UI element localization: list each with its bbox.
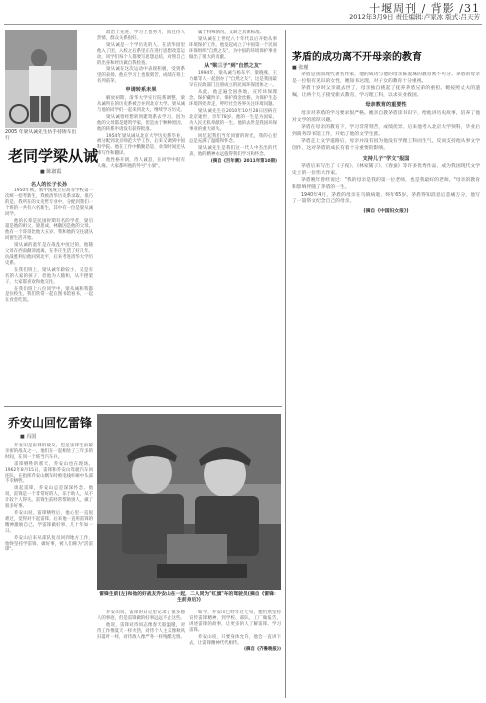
article1-column-mid [97, 30, 185, 400]
paragraph: 1950年秋，新中国成立后高等学校第一次统一招考新生，我被清华历史系录取。很巧的是，我所在的文史哲专业中，分配到我们一个班的一共有六名新生，其中有一位是梁从诫同学。 [5, 188, 93, 217]
paragraph: 在我们班上，梁从诫年龄较小，又是有名的人家的孩子，但他为人随和，从不摆架子，大家都喜欢和他交往。 [5, 267, 93, 285]
paragraph: 梁从诫先生是我们这一代人中杰出的代表，他的精神永远值得我们学习和怀念。 [189, 146, 277, 158]
paragraph: 1940年4月，茅盾的母亲在乌镇病逝，终年65岁。茅盾得知消息后悲痛万分，他写了一篇祭文纪念自己的母亲。 [292, 192, 480, 205]
article2-column-mid [97, 610, 185, 698]
article2-caption-text: 雷锋生前(左)和他的好战友乔安山在一起，二人同为"红旗"车的驾驶员(摘自《雷锋：生前身后》) [99, 592, 279, 603]
article2-photo-caption [97, 592, 281, 604]
article1-signoff: (摘自《百年潮》2011年第10期) [210, 159, 277, 165]
article2-photo [97, 414, 281, 590]
article1-subheading-2: 申请转系未果 [125, 87, 157, 94]
paragraph: 乔安山说，只要身体允许，他会一直讲下去，让雷锋精神代代相传。 [189, 634, 281, 646]
paragraph: 梁从诫在上世纪八十年代以后开始从事环境保护工作。他发起成立了中国第一个民间环保组织"自然之友"，为中国的环境保护事业做出了很大的贡献。 [189, 36, 277, 60]
paragraph: 1994年，梁从诫与杨东平、梁晓燕、王力雄等人一起创办了"自然之友"，这是我国最早在民政部门注册成立的民间环保团体之一。 [189, 71, 277, 89]
paragraph: 雷锋牺牲的那天，乔安山也在现场。1962年8月15日，雷锋和乔安山驾驶汽车回连队，在指挥乔安山倒车时被电线杆砸中头部不幸牺牲。 [5, 461, 93, 485]
header-divider [4, 24, 482, 25]
paragraph: 政治上先进，学习上也努力，而且待人热情，群众关系很好。 [97, 30, 185, 41]
paragraph: 梁从诫在这次运动中表现积极，受到系里的表扬。他在学习上也很刻苦，成绩在班上名列前茅。 [97, 67, 185, 85]
paragraph: 茅盾在母亲的教育下，学习非常刻苦，成绩优异。后来他考入北京大学预科，毕业后到商务印书馆工作，开始了他的文学生涯。 [292, 125, 480, 137]
paragraph: 乔安山说，雷锋的日记里记录了很多感人的事迹，但是雷锋做的好事远远不止这些。 [97, 610, 185, 621]
paragraph: 茅盾后来写出了《子夜》、《林家铺子》、《春蚕》等许多优秀作品，成为我国现代文学史上的一位伟大作家。 [292, 164, 480, 176]
paragraph: 梁从诫是一个学历史的人，在清华园里他入了团，入校之后系里正在进行思想改造运动，同学们每个人都要写思想总结，对照自己的出身和经历做自我检查。 [97, 42, 185, 66]
article1-subheading-3: 从"梁三子"到"自然之友" [204, 62, 262, 69]
paragraph: 茅盾十岁时父亲就去世了，母亲独自挑起了抚养茅盾兄弟的重担。她按照丈夫的遗嘱，让两个儿子接受新式教育，学习理工科，以求实业救国。 [292, 86, 480, 98]
issue-info: 2012年3月9日 责任编辑:卢家冰 版式:吕天芳 [349, 13, 480, 21]
paragraph: 母亲对茅盾的学习要求很严格。她亲自教茅盾读书识字，给他讲历史故事，培养了他对文学的浓厚兴趣。 [292, 110, 480, 123]
page-header [0, 0, 486, 24]
paragraph: 茅盾晚年曾经说过："我的母亲是我的第一位老师，也是我最好的老师。"母亲的教育和影响伴随了茅盾的一生。 [292, 178, 480, 190]
paragraph: 乔安山后来从部队复员回到地方工作，始终坚持学雷锋、做好事，被人们称为"活雷锋"。 [5, 535, 93, 553]
paragraph: 茅盾是我国现代著名作家，他的成功与他的母亲陈爱珠的教育密不可分。茅盾的母亲是一位很有见识的女性，她知书达理，对子女的教育十分重视。 [292, 72, 480, 84]
column-divider [285, 30, 286, 698]
article1-subheading-1: 名人的长子长孙 [30, 182, 68, 188]
article3-subheading-1: 母亲教育的重要性 [365, 102, 407, 109]
publication-name: 十堰周刊 / 背影 /31 [369, 2, 480, 15]
article3-signoff: (摘自《中国妇女报》) [363, 208, 409, 214]
paragraph: 梁从诫先生在2010年10月28日因病在北京逝世，享年78岁。他的一生是为国家、为人民无私奉献的一生。他的去世是我国环保事业的重大损失。 [189, 108, 277, 132]
section-divider [4, 406, 282, 407]
article3-byline: ■ 张瑾 [292, 65, 309, 71]
paragraph: 梁从诫曾经想转到建筑系去学习，因为他的父母都是建筑学家，但是由于种种原因，他的转系申请没有获得批准。 [97, 114, 185, 132]
paragraph: 他的长辈是民国时期有名的学者，梁启超是他的祖父，梁思成、林徽因是他的父母。他有一个哥哥比他大五岁。我和他的交往就从同窗生活开始。 [5, 218, 93, 242]
paragraph: 他说，雷锋对待同志像春天般温暖，对待工作像夏天一样火热，对待个人主义像秋风扫落叶一样，对待敌人像严冬一样残酷无情。 [97, 622, 185, 640]
article1-photo-caption: 2005 年梁从诫先生仿手持铸车出行 [5, 130, 77, 141]
paragraph: 属于特殊情况，又缺乏具体标准。 [198, 30, 264, 35]
paragraph: 1954年梁从诫从北京大学历史系毕业，被分配到北京师范大学工作，后来又调到中国科学院。他在工作中勤勤恳恳，业余时间还从事写作和翻译。 [97, 133, 185, 157]
paragraph: 回忆起我们当年同窗的时光，我的心里总是充满了温暖和怀念。 [189, 133, 277, 145]
paragraph: 梁从诫的童年是在战乱中度过的，他随父母在西南颠沛流离，在李庄生活了好几年。抗战胜利后他回到北平，后来考进清华大学历史系。 [5, 243, 93, 266]
paragraph: 如今，乔安山已经年过七旬，他仍然坚持宣传雷锋精神，到学校、部队、工厂做报告，讲述雷锋的故事，让更多的人了解雷锋、学习雷锋。 [189, 610, 281, 633]
article3-subheading-2: 支持儿子"学文"报国 [362, 155, 410, 162]
article2-signoff: (摘自《齐鲁晚报》) [244, 647, 281, 653]
article1-title: 老同学梁从诫 [8, 147, 99, 165]
article2-column-left [5, 443, 93, 698]
paragraph: 解放初期，清华大学实行院系调整，梁从诫所在的历史系被合并到北京大学。梁从诫与他的同学们一起来到北大，继续学习历史。 [97, 96, 185, 113]
paragraph: 乔安山是雷锋的战友，也是雷锋生前最亲密的战友之一。他们在一起相处了三年多的时间，在同一个班当汽车兵。 [5, 443, 93, 460]
paragraph: 在我们班上八位同学中，梁从诫和我都是住校生，我们常常一起在图书馆看书，一起在食堂吃饭。 [5, 286, 93, 304]
article3-title: 茅盾的成功离不开母亲的教育 [292, 52, 422, 63]
paragraph: 茅盾走上文学道路后，母亲并没有因为他没有学理工科而生气，反而支持他从事文学创作，这对茅盾的成长有着十分重要的影响。 [292, 139, 480, 151]
article1-byline: ■ 陈淑霞 [40, 169, 62, 175]
paragraph: 他性格开朗，待人诚恳，在同学中很有人缘。大家都叫他的外号"小梁"。 [97, 158, 185, 170]
paragraph: 谈起雷锋，乔安山总是深深怀念。他说，雷锋是一个非常好的人，乐于助人，从不计较个人得失。雷锋生前经常帮助别人，做了很多好事。 [5, 486, 93, 510]
paragraph: 乔安山说，雷锋牺牲后，他心里一直很难过，觉得对不起雷锋。后来他一直用雷锋的精神激励自己，学雷锋做好事，几十年如一日。 [5, 510, 93, 534]
article3-column [292, 72, 480, 698]
article2-byline: ■ 冯国 [20, 434, 37, 440]
article1-column-right [189, 30, 277, 400]
article1-photo [5, 30, 77, 128]
article2-column-right [189, 610, 281, 698]
article1-column-left [5, 188, 93, 398]
article2-title: 乔安山回忆雷锋 [8, 416, 93, 430]
paragraph: 从此，他走遍全国各地，宣传环保理念，保护藏羚羊，保护滇金丝猴，为保护生态环境四处奔走，呼吁社会各界关注环境问题。 [189, 90, 277, 107]
